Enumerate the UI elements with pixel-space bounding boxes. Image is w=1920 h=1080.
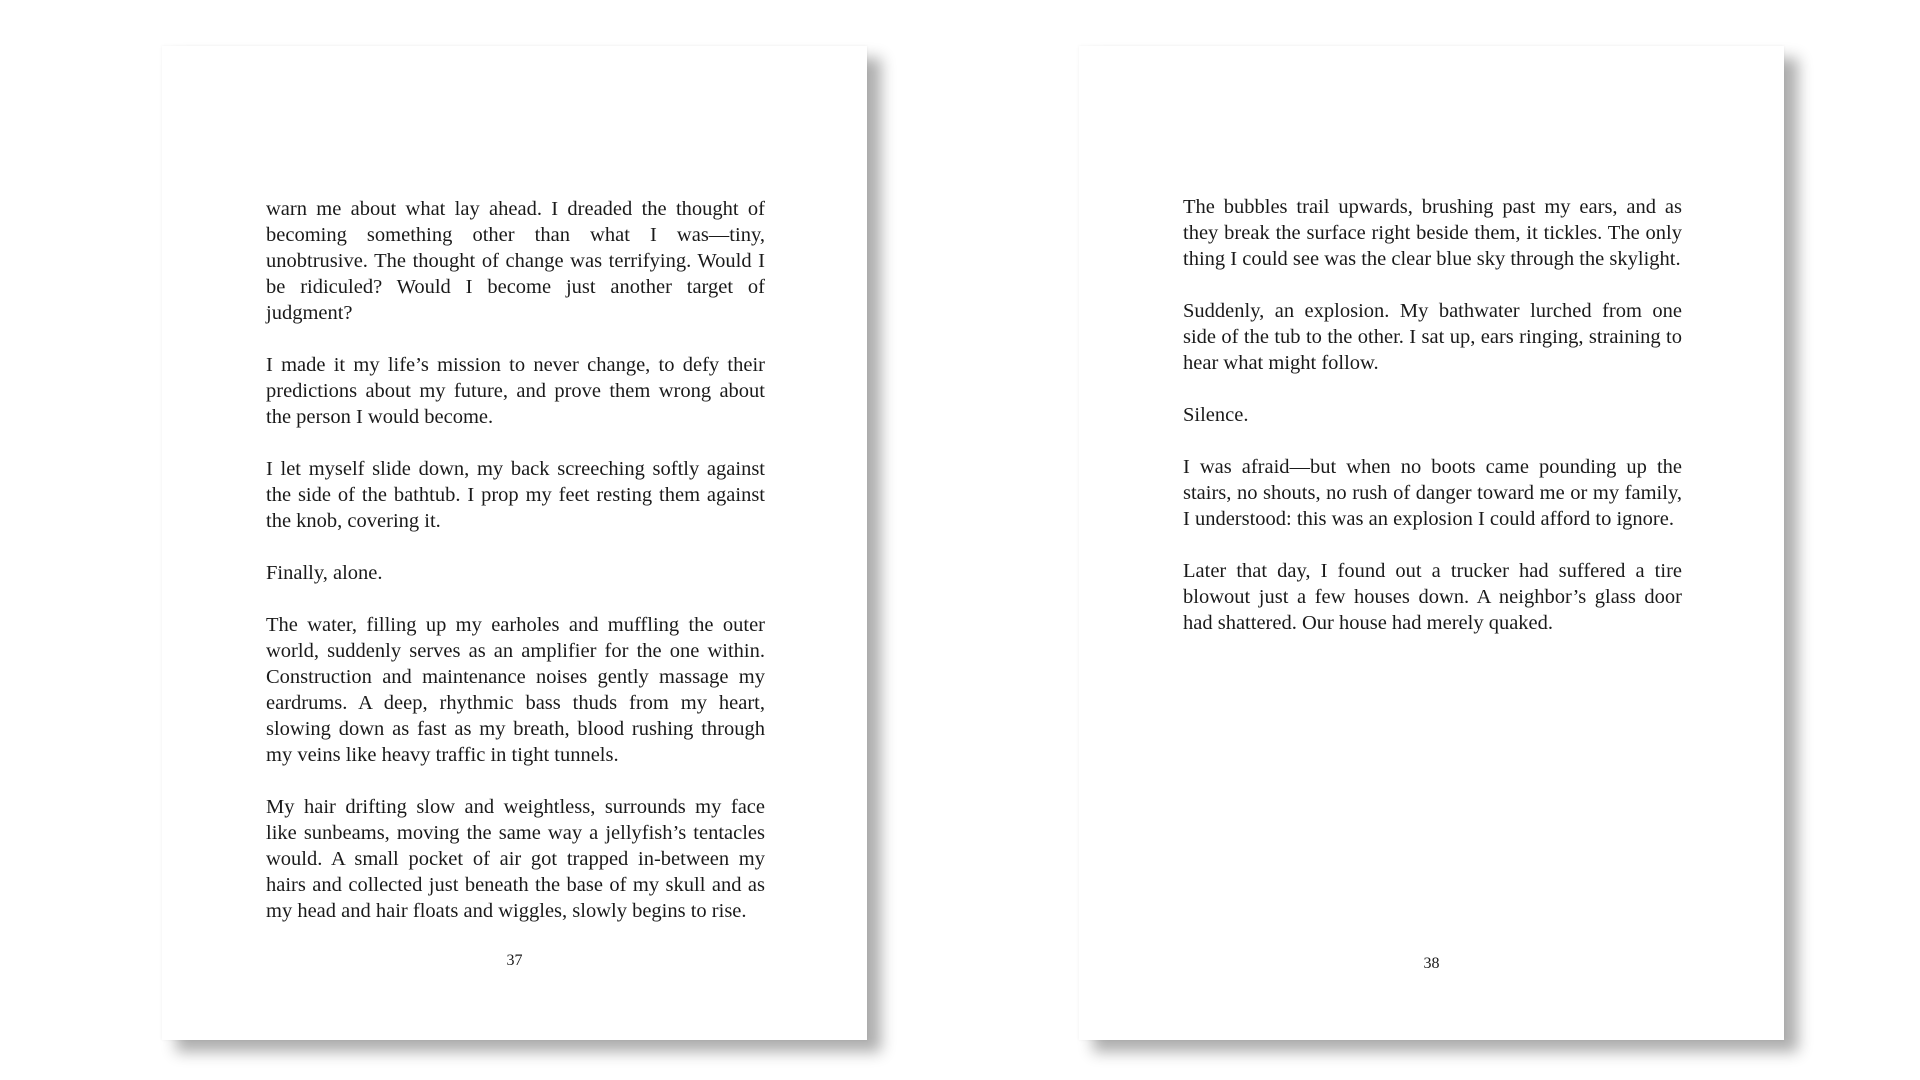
- paragraph: Suddenly, an explosion. My bathwater lurched from one side of the tub to the other. I sat up, ears ringing, straining to hear what might follow.: [1183, 300, 1682, 374]
- paragraph: I was afraid—but when no boots came pounding up the stairs, no shouts, no rush of danger toward me or my family, I understood: this was an explosion I could afford to ignore.: [1183, 456, 1682, 530]
- paragraph: My hair drifting slow and weightless, surrounds my face like sunbeams, moving the same way a jellyfish’s tentacles would. A small pocket of air got trapped in-between my hairs and collected just beneath the base of my skull and as my head and hair floats and wiggles, slowly begins to rise.: [266, 796, 765, 922]
- page-number-left: 37: [506, 952, 523, 969]
- page-number-right: 38: [1423, 955, 1440, 972]
- right-page: [1079, 46, 1784, 1040]
- paragraph: I let myself slide down, my back screeching softly against the side of the bathtub. I prop my feet resting them against the knob, covering it.: [266, 458, 765, 532]
- right-page-body: [1183, 194, 1682, 636]
- left-page-body: [266, 196, 765, 924]
- paragraph: Later that day, I found out a trucker had suffered a tire blowout just a few houses down. A neighbor’s glass door had shattered. Our house had merely quaked.: [1183, 560, 1682, 634]
- paragraph: I made it my life’s mission to never change, to defy their predictions about my future, and prove them wrong about the person I would become.: [266, 354, 765, 428]
- paragraph: warn me about what lay ahead. I dreaded the thought of becoming something other than what I was—tiny, unobtrusive. The thought of change was terrifying. Would I be ridiculed? Would I become just another target of judgment?: [266, 198, 765, 324]
- paragraph: The water, filling up my earholes and muffling the outer world, suddenly serves as an amplifier for the one within. Construction and maintenance noises gently massage my eardrums. A deep, rhythmic bass thuds from my heart, slowing down as fast as my breath, blood rushing through my veins like heavy traffic in tight tunnels.: [266, 614, 765, 766]
- paragraph: Silence.: [1183, 404, 1249, 426]
- left-page: [162, 46, 867, 1040]
- paragraph: The bubbles trail upwards, brushing past my ears, and as they break the surface right beside them, it tickles. The only thing I could see was the clear blue sky through the skylight.: [1183, 196, 1682, 270]
- paragraph: Finally, alone.: [266, 562, 383, 584]
